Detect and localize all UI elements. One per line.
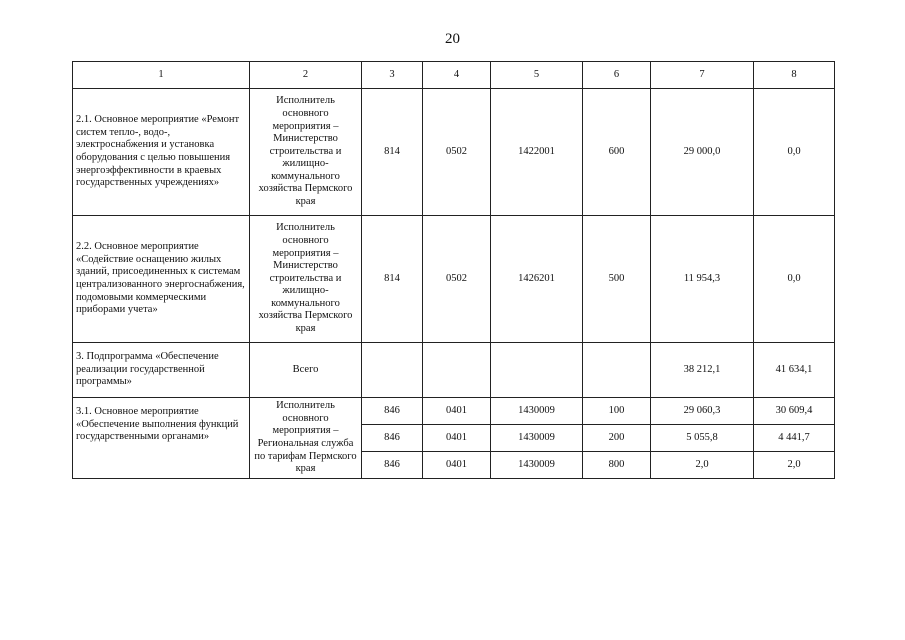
target-code-cell: 1430009 (491, 452, 583, 479)
header-cell-1: 1 (73, 62, 250, 89)
expense-type-cell: 200 (583, 425, 651, 452)
target-code-cell: 1422001 (491, 89, 583, 216)
header-cell-8: 8 (754, 62, 835, 89)
performer-cell: Исполнитель основного мероприятия – Министерство строительства и жилищно-коммунального хозяйства Пермского края (250, 89, 362, 216)
amount-col7-cell: 29 000,0 (651, 89, 754, 216)
performer-cell: Исполнитель основного мероприятия – Региональная служба по тарифам Пермского края (250, 398, 362, 479)
admin-code-cell: 846 (362, 425, 423, 452)
header-cell-3: 3 (362, 62, 423, 89)
amount-col7-cell: 5 055,8 (651, 425, 754, 452)
activity-name-cell: 3.1. Основное мероприятие «Обеспечение выполнения функций государственными органами» (73, 398, 250, 479)
section-code-cell (423, 343, 491, 398)
expense-type-cell (583, 343, 651, 398)
amount-col7-cell: 11 954,3 (651, 216, 754, 343)
header-cell-4: 4 (423, 62, 491, 89)
admin-code-cell: 814 (362, 216, 423, 343)
admin-code-cell: 846 (362, 398, 423, 425)
target-code-cell (491, 343, 583, 398)
budget-table (72, 61, 835, 479)
expense-type-cell: 600 (583, 89, 651, 216)
performer-cell: Исполнитель основного мероприятия – Министерство строительства и жилищно-коммунального хозяйства Пермского края (250, 216, 362, 343)
target-code-cell: 1426201 (491, 216, 583, 343)
admin-code-cell: 814 (362, 89, 423, 216)
section-code-cell: 0401 (423, 452, 491, 479)
admin-code-cell (362, 343, 423, 398)
subprogram-name-cell: 3. Подпрограмма «Обеспечение реализации государственной программы» (73, 343, 250, 398)
expense-type-cell: 800 (583, 452, 651, 479)
section-code-cell: 0502 (423, 89, 491, 216)
amount-col8-cell: 2,0 (754, 452, 835, 479)
amount-col8-cell: 30 609,4 (754, 398, 835, 425)
page-number: 20 (445, 31, 460, 47)
table-row (73, 216, 835, 343)
amount-col7-cell: 38 212,1 (651, 343, 754, 398)
section-code-cell: 0401 (423, 425, 491, 452)
target-code-cell: 1430009 (491, 398, 583, 425)
header-cell-5: 5 (491, 62, 583, 89)
table-row (73, 398, 835, 425)
amount-col8-cell: 41 634,1 (754, 343, 835, 398)
header-cell-6: 6 (583, 62, 651, 89)
expense-type-cell: 100 (583, 398, 651, 425)
target-code-cell: 1430009 (491, 425, 583, 452)
table-row (73, 89, 835, 216)
table-row (73, 343, 835, 398)
header-row (73, 62, 835, 89)
header-cell-7: 7 (651, 62, 754, 89)
amount-col7-cell: 29 060,3 (651, 398, 754, 425)
expense-type-cell: 500 (583, 216, 651, 343)
activity-name-cell: 2.1. Основное мероприятие «Ремонт систем тепло-, водо-, электроснабжения и установка оборудования с целью повышения энергоэффективности в краевых государственных учреждениях» (73, 89, 250, 216)
amount-col8-cell: 0,0 (754, 216, 835, 343)
total-label-cell: Всего (250, 343, 362, 398)
section-code-cell: 0401 (423, 398, 491, 425)
amount-col8-cell: 0,0 (754, 89, 835, 216)
amount-col8-cell: 4 441,7 (754, 425, 835, 452)
section-code-cell: 0502 (423, 216, 491, 343)
admin-code-cell: 846 (362, 452, 423, 479)
header-cell-2: 2 (250, 62, 362, 89)
activity-name-cell: 2.2. Основное мероприятие «Содействие оснащению жилых зданий, присоединенных к системам централизованного энергоснабжения, подомовыми коммерческими приборами учета» (73, 216, 250, 343)
amount-col7-cell: 2,0 (651, 452, 754, 479)
